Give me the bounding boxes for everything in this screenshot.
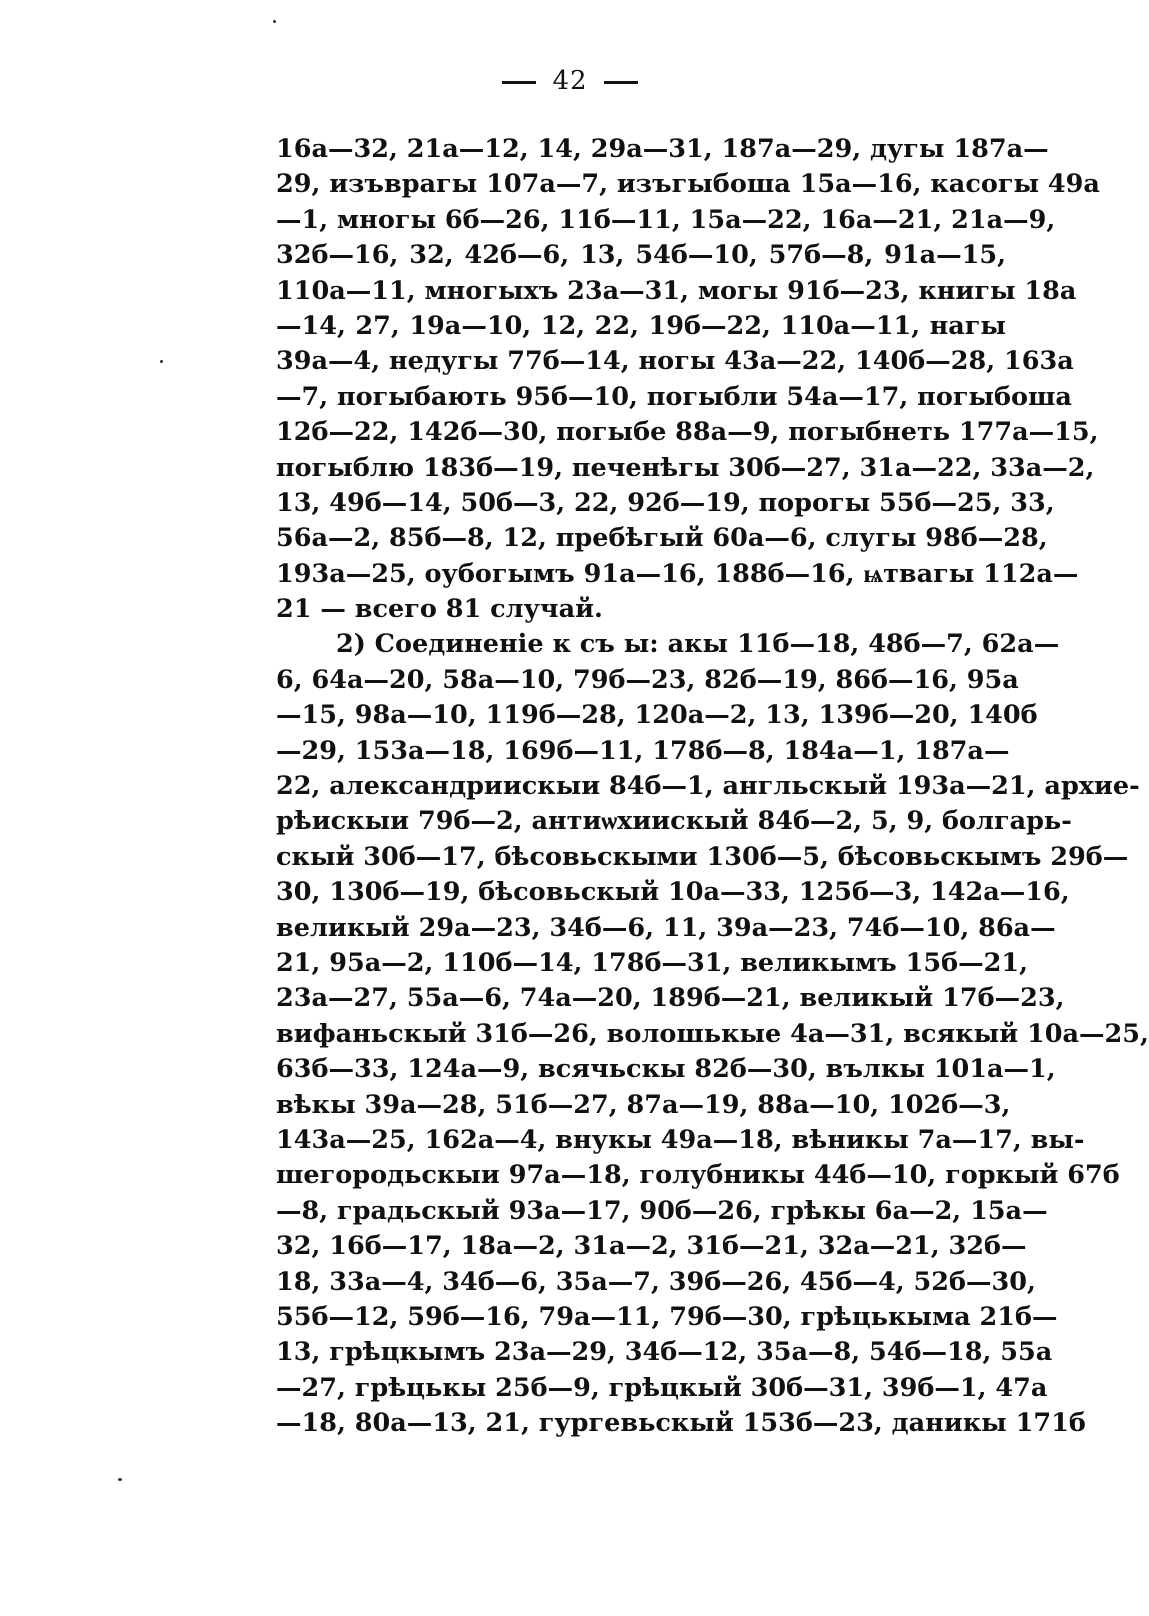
text-line: 18, 33а—4, 34б—6, 35а—7, 39б—26, 45б—4, 52б—30,	[276, 1266, 1036, 1297]
text-line: 12б—22, 142б—30, погыбе 88а—9, погыбнеть 177а—15,	[276, 417, 1099, 448]
text-line: 55б—12, 59б—16, 79а—11, 79б—30, грѣцькыма 21б—	[276, 1301, 1058, 1332]
text-line: погыблю 183б—19, печенѣгы 30б—27, 31а—22, 33а—2,	[276, 452, 1095, 483]
text-line: 143а—25, 162а—4, внукы 49а—18, вѣникы 7а—17, вы-	[276, 1124, 1085, 1155]
text-line: —15, 98а—10, 119б—28, 120а—2, 13, 139б—20, 140б	[276, 700, 1038, 731]
text-line: 23а—27, 55а—6, 74а—20, 189б—21, великый 17б—23,	[276, 983, 1065, 1014]
text-line: —14, 27, 19а—10, 12, 22, 19б—22, 110а—11, нагы	[276, 310, 1006, 341]
text-line: рѣискыи 79б—2, антиѡхиискый 84б—2, 5, 9, болгарь-	[276, 806, 1072, 837]
scan-speck	[118, 1478, 122, 1481]
text-line: 13, грѣцкымъ 23а—29, 34б—12, 35а—8, 54б—18, 55а	[276, 1337, 1053, 1368]
text-line: —18, 80а—13, 21, гургевьскый 153б—23, даникы 171б	[276, 1408, 1086, 1439]
text-line: 2) Соединеніе к съ ы: акы 11б—18, 48б—7, 62а—	[336, 629, 1060, 660]
text-line: 13, 49б—14, 50б—3, 22, 92б—19, порогы 55б—25, 33,	[276, 487, 1055, 518]
dash-right	[604, 81, 638, 84]
text-line: шегородьскыи 97а—18, голубникы 44б—10, горкый 67б	[276, 1160, 1120, 1191]
body-text	[276, 132, 1149, 1441]
text-line: 6, 64а—20, 58а—10, 79б—23, 82б—19, 86б—16, 95а	[276, 664, 1019, 695]
page-number	[0, 66, 1140, 96]
text-line: 193а—25, оубогымъ 91а—16, 188б—16, ѩтвагы 112а—	[276, 558, 1079, 589]
text-line: 63б—33, 124а—9, всячьскы 82б—30, вълкы 101а—1,	[276, 1054, 1056, 1085]
text-line: 22, александриискыи 84б—1, англьскый 193а—21, архие-	[276, 771, 1140, 802]
text-line: 29, изъврагы 107а—7, изъгыбоша 15а—16, касогы 49а	[276, 169, 1100, 200]
text-line: 32, 16б—17, 18а—2, 31а—2, 31б—21, 32а—21, 32б—	[276, 1231, 1027, 1262]
scan-speck	[160, 360, 163, 363]
text-line: 32б—16, 32, 42б—6, 13, 54б—10, 57б—8, 91а—15,	[276, 240, 1006, 271]
text-line: скый 30б—17, бѣсовьскыми 130б—5, бѣсовьскымъ 29б—	[276, 841, 1129, 872]
text-line: великый 29а—23, 34б—6, 11, 39а—23, 74б—10, 86а—	[276, 912, 1056, 943]
text-line: 30, 130б—19, бѣсовьскый 10а—33, 125б—3, 142а—16,	[276, 877, 1070, 908]
page-number-text: 42	[552, 66, 588, 96]
text-line: —29, 153а—18, 169б—11, 178б—8, 184а—1, 187а—	[276, 735, 1010, 766]
paragraph-1	[276, 132, 1100, 627]
text-line: вѣкы 39а—28, 51б—27, 87а—19, 88а—10, 102б—3,	[276, 1089, 1011, 1120]
text-line: 21, 95а—2, 110б—14, 178б—31, великымъ 15б—21,	[276, 947, 1028, 978]
text-line: —7, погыбають 95б—10, погыбли 54а—17, погыбоша	[276, 381, 1072, 412]
text-line: —8, градьскый 93а—17, 90б—26, грѣкы 6а—2, 15а—	[276, 1195, 1048, 1226]
scan-speck	[273, 20, 276, 23]
text-line: —1, многы 6б—26, 11б—11, 15а—22, 16а—21, 21а—9,	[276, 204, 1056, 235]
text-line: 110а—11, многыхъ 23а—31, могы 91б—23, книгы 18а	[276, 275, 1077, 306]
dash-left	[502, 81, 536, 84]
text-line: 56а—2, 85б—8, 12, пребѣгый 60а—6, слугы 98б—28,	[276, 523, 1048, 554]
text-line: вифаньскый 31б—26, волошькые 4а—31, всякый 10а—25,	[276, 1018, 1149, 1049]
text-line: 16а—32, 21а—12, 14, 29а—31, 187а—29, дугы 187а—	[276, 134, 1049, 164]
text-line: 21 — всего 81 случай.	[276, 594, 603, 625]
text-line: —27, грѣцькы 25б—9, грѣцкый 30б—31, 39б—1, 47а	[276, 1372, 1048, 1403]
text-line: 39а—4, недугы 77б—14, ногы 43а—22, 140б—28, 163а	[276, 346, 1074, 377]
paragraph-2	[276, 627, 1149, 1441]
